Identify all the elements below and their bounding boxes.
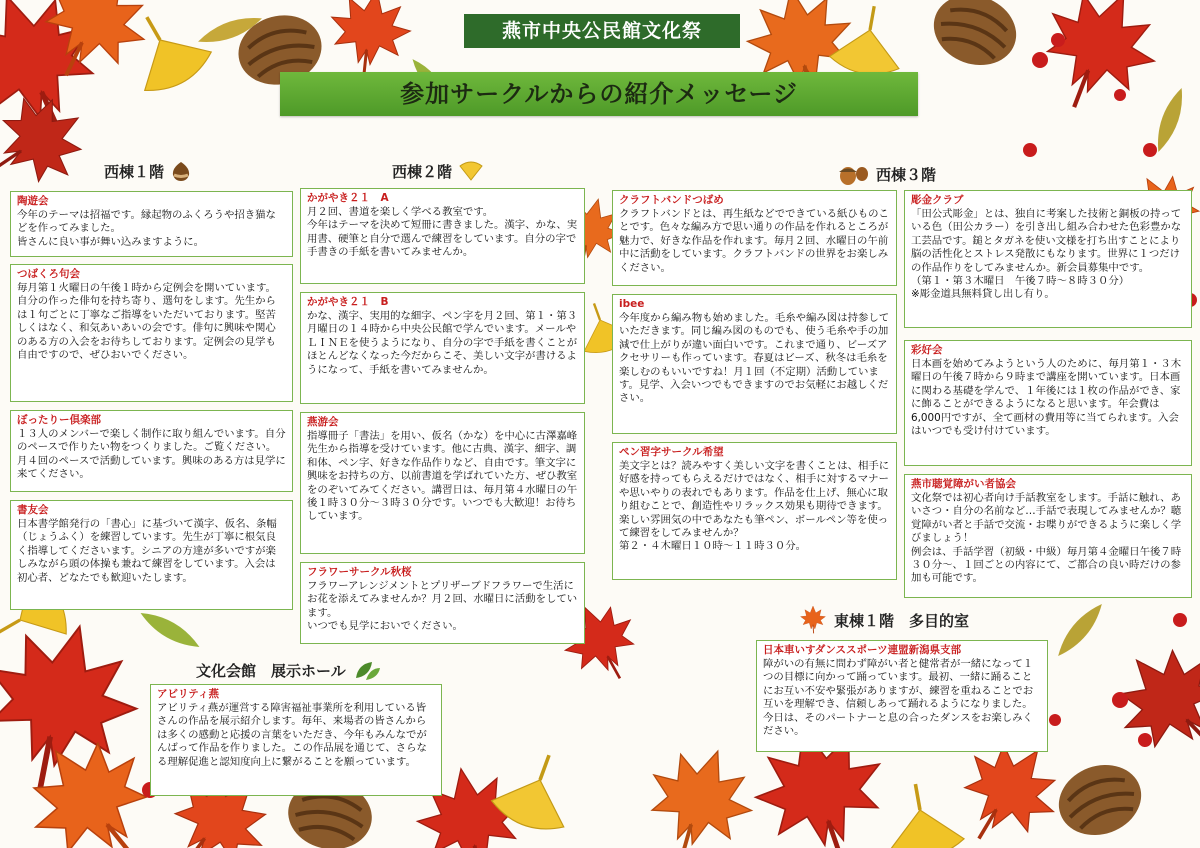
section-east-1f — [798, 606, 969, 634]
section-label: 東棟１階 多目的室 — [834, 611, 970, 630]
circle-name: 彩好会 — [911, 344, 943, 356]
circle-card-flower — [300, 562, 585, 644]
maple-leaf-icon — [798, 606, 828, 634]
circle-name: 陶遊会 — [17, 195, 49, 207]
circle-description: 月２回、書道を楽しく学べる教室です。 今年はテーマを決めて短冊に書きました。漢字、かな、実用書、硬筆と自分で選んで練習をしています。自分の字で手書きの手紙を書いてみませんか。 — [307, 206, 578, 259]
section-west-2f — [392, 160, 484, 182]
section-label: 西棟３階 — [876, 165, 937, 184]
circle-card-choukaku — [904, 474, 1192, 598]
section-west-3f — [836, 162, 936, 186]
circle-description: フラワーアレンジメントとプリザーブドフラワーで生活にお花を添えてみませんか？月２回、水曜日に活動をしています。 いつでも見学においでください。 — [307, 580, 578, 633]
circle-card-ability — [150, 684, 442, 796]
circle-name: ぼったりー倶楽部 — [17, 414, 101, 426]
circle-description: 日本画を始めてみようという人のために、毎月第１・３木曜日の午後７時から９時まで講座を開いています。日本画に関わる基礎を学んで、１年後には１枚の作品ができ、家に飾ることができるようになると思います。年会費は6,000円ですが、全て画材の費用等に当てられます。入会はいつでも受け付けています。 — [911, 358, 1182, 438]
circle-name: かがやき２１ A — [307, 192, 389, 204]
section-label: 西棟２階 — [392, 162, 453, 181]
circle-description: 毎月第１火曜日の午後１時から定例会を開いています。 自分の作った俳句を持ち寄り、選句をします。先生からは１句ごとに丁寧なご指導をいただいております。堅苦しくはなく、和気あいあいの会です。俳句に興味や関心のある方の入会をお待ちしております。定例会の見学も自由ですので、ぜひおいでください。 — [17, 282, 276, 362]
circle-description: 「田公式彫金」とは、独自に考案した技術と銅板の持っている色（田公カラー）を引き出し組み合わせた色彩豊かな工芸品です。鎚とタガネを使い文様を打ち出すことにより脳の活性化とストレス発散にもなります。世界に１つだけの作品作りをしてみませんか。新会員募集中です。 （第１・第３木曜日 午後７時～８時３０分） ※彫金道具無料貸し出し有り。 — [911, 208, 1182, 301]
ginkgo-leaf-icon — [458, 160, 484, 182]
circle-name: アビリティ燕 — [157, 688, 219, 700]
circle-card-wheelchair-dance — [756, 640, 1048, 752]
circle-card-kagayaki-a — [300, 188, 585, 284]
circle-description: クラフトバンドとは、再生紙などでできている紙ひものことです。色々な編み方で思い通りの作品を作れるところが魅力で、好きな作品を作れます。毎月２回、水曜日の午前中に活動をしています。クラフトバンドの世界をお楽しみください。 — [619, 208, 889, 274]
circle-description: かな、漢字、実用的な細字、ペン字を月２回、第１・第３月曜日の１４時から中央公民館で学んでいます。メールやＬＩＮＥを使うようになり、自分の字で手紙を書くことがほとんどなくなった今だからこそ、美しい文字が書けるようになって、手紙を書いてみませんか。 — [307, 310, 578, 376]
circle-card-enyuukai — [300, 412, 585, 554]
circle-card-craftband — [612, 190, 897, 286]
circle-name: ペン習字サークル希望 — [619, 446, 724, 458]
circle-card-shoyuukai — [10, 500, 293, 610]
circle-card-bottari — [10, 410, 293, 492]
circle-name: 日本車いすダンススポーツ連盟新潟県支部 — [763, 644, 962, 656]
circle-description: アビリティ燕が運営する障害福祉事業所を利用している皆さんの作品を展示紹介します。毎年、来場者の皆さんからは多くの感動と応援の言葉をいただき、今年もみんなでがんばって作品を作りました。この作品展を通じて、さらなる理解促進と認知度向上に繋がることを願っています。 — [157, 702, 427, 768]
circle-name: かがやき２１ B — [307, 296, 389, 308]
section-label: 西棟１階 — [104, 162, 165, 181]
page-title: 参加サークルからの紹介メッセージ — [280, 72, 918, 116]
section-culture-hall — [196, 658, 382, 682]
circle-description: 美文字とは？読みやすく美しい文字を書くことは、相手に好感を持ってもらえるだけではなく、相手に対するマナーや思いやりの表れでもあります。作品を仕上げ、無心に取り組むことで、創造性やリラックス効果も期待できます。楽しい雰囲気の中であなたも筆ペン、ボールペン等を使って練習をしてみませんか？ 第２・４木曜日１０時～１１時３０分。 — [619, 460, 890, 553]
circle-name: 彫金クラブ — [911, 194, 964, 206]
circle-name: 燕市聴覚障がい者協会 — [911, 478, 1016, 490]
circle-name: つばくろ句会 — [17, 268, 80, 280]
circle-card-saikoukai — [904, 340, 1192, 466]
circle-name: 書友会 — [17, 504, 49, 516]
circle-card-ibee — [612, 294, 897, 434]
circle-name: 燕游会 — [307, 416, 339, 428]
event-title: 燕市中央公民館文化祭 — [464, 14, 740, 48]
circle-description: 指導冊子「書法」を用い、仮名（かな）を中心に古澤嘉峰先生から指導を受けています。他に古典、漢字、細字、調和体、ペン字、好きな作品作りなど、自由です。筆文字に興味をお持ちの方、以前書道を学ばれていた方、ぜひ教室をのぞいてみてください。講習日は、毎月第４水曜日の午後１時３０分～３時３０分です。いつでも大歓迎！お待ちしています。 — [307, 430, 578, 523]
section-west-1f — [104, 160, 192, 182]
circle-card-touyuukai — [10, 191, 293, 257]
circle-description: １３人のメンバーで楽しく制作に取り組んでいます。自分のペースで作りたい物をつくりました。ご覧ください。月４回のペースで活動しています。興味のある方は見学に来てください。 — [17, 428, 286, 481]
acorn-icon — [836, 162, 870, 186]
circle-description: 今年度から編み物も始めました。毛糸や編み図は持参していただきます。同じ編み図のものでも、使う毛糸や手の加減で仕上がりが違い面白いです。これまで通り、ビーズアクセサリーも作っています。春夏はビーズ、秋冬は毛糸を楽しむのもいいですね！月１回（不定期）活動しています。見学、入会いつでもできますのでお気軽にお越しください。 — [619, 312, 890, 405]
circle-name: フラワーサークル秋桜 — [307, 566, 412, 578]
circle-description: 文化祭では初心者向け手話教室をします。手話に触れ、あいさつ・自分の名前など…手話で表現してみませんか？聴覚障がい者と手話で交流・お喋りができるように楽しく学びましょう！ 例会は、手話学習（初級・中級）毎月第４金曜日午後７時３０分～、１回ごとの内容にて、ご都合の良い時だけの参加も可能です。 — [911, 492, 1182, 585]
chestnut-icon — [170, 160, 192, 182]
circle-description: 今年のテーマは招福です。縁起物のふくろうや招き猫などを作ってみました。 皆さんに良い事が舞い込みますように。 — [17, 209, 276, 248]
green-leaves-icon — [352, 658, 382, 682]
section-label: 文化会館 展示ホール — [196, 661, 346, 680]
circle-description: 日本書学館発行の「書心」に基づいて漢字、仮名、条幅（じょうふく）を練習しています。先生が丁寧に根気良く指導してくださいます。シニアの方達が多いですが楽しみながら頭の体操も兼ねて練習をしています。入会は初心者、どなたでも歓迎いたします。 — [17, 518, 277, 584]
circle-card-penshu — [612, 442, 897, 580]
circle-card-chokin — [904, 190, 1192, 328]
circle-card-tsubakuro — [10, 264, 293, 402]
circle-description: 障がいの有無に問わず障がい者と健常者が一緒になって１つの目標に向かって踊っています。最初、一緒に踊ることにお互い不安や緊張がありますが、練習を重ねることでお互いを理解でき、信頼しあって踊れるようになりました。今日は、そのパートナーと息の合ったダンスをお楽しみください。 — [763, 658, 1034, 738]
circle-name: クラフトバンドつばめ — [619, 194, 724, 206]
circle-name: ibee — [619, 298, 645, 310]
circle-card-kagayaki-b — [300, 292, 585, 404]
